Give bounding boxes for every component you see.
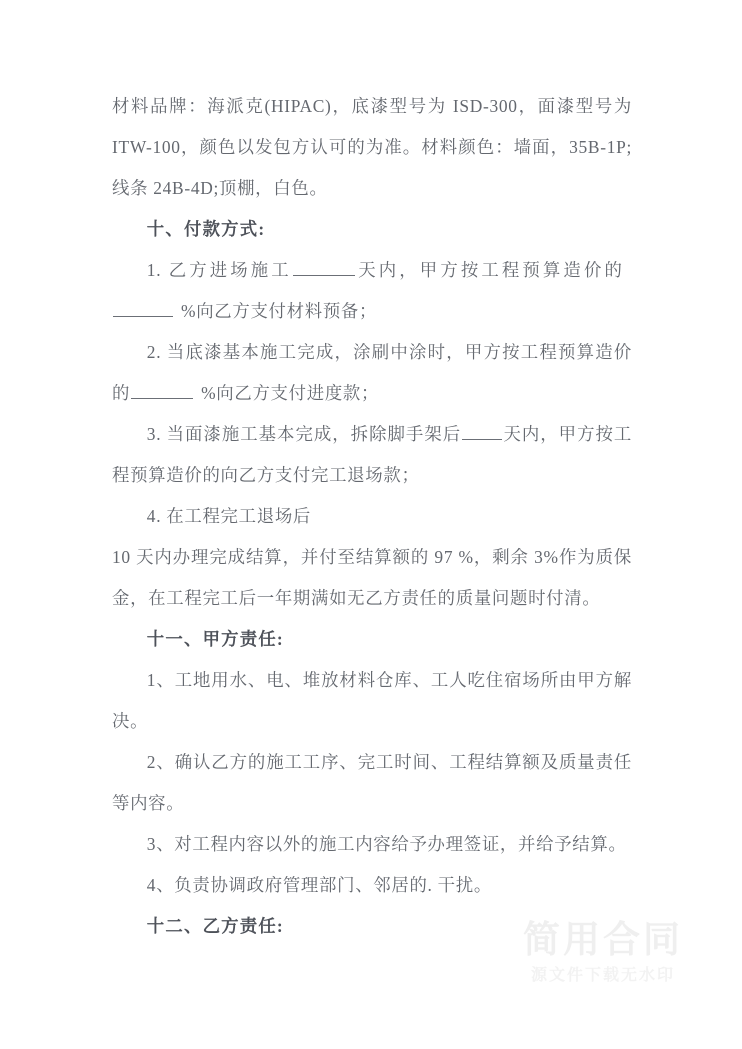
watermark-subtitle-text: 源文件下载无水印: [530, 965, 675, 984]
material-line-2: ITW-100，颜色以发包方认可的为准。材料颜色：墙面，35B-1P;线: [112, 137, 632, 198]
payment-item-4-detail: 10 天内办理完成结算，并付至结算额的 97 %，剩余 3%作为质保金，在工程完工后一年期满如无乙方责任的质量问题时付清。: [112, 547, 632, 608]
payment-1-seg3: %: [181, 301, 197, 321]
party-a-item-4: 4、负责协调政府管理部门、邻居的. 干扰。: [146, 875, 492, 895]
blank-field-percent-material[interactable]: [113, 298, 173, 317]
payment-item-4: 4. 在工程完工退场后: [146, 506, 312, 526]
blank-field-days-entry[interactable]: [293, 257, 355, 276]
document-body: [112, 86, 632, 947]
watermark-brand-text: 简用合同: [523, 918, 683, 961]
payment-item-2: [112, 332, 632, 414]
material-line-3: 条 24B-4D;顶棚，白色。: [130, 178, 328, 198]
payment-3-seg2: 天内，甲方按工程: [112, 424, 632, 485]
payment-2-seg1: 2. 当底漆基本施工完成，涂刷中涂时，甲方按工程预算造价的: [112, 342, 632, 403]
payment-3-seg3: 预算造价的向乙方支付完工退场款；: [130, 465, 420, 485]
party-a-item-2: 2、确认乙方的施工工序、完工时间、工程结算额及质量责任等内容。: [112, 752, 632, 813]
heading-party-a-duties: 十一、甲方责任:: [146, 629, 284, 649]
heading-payment-method: 十、付款方式:: [146, 219, 266, 239]
payment-1-seg1: 1. 乙方进场施工: [146, 260, 292, 280]
party-a-item-3: 3、对工程内容以外的施工内容给予办理签证，并给予结算。: [146, 834, 627, 854]
party-a-item-1: 1、工地用水、电、堆放材料仓库、工人吃住宿场所由甲方解决。: [112, 670, 632, 731]
blank-field-days-scaffold[interactable]: [462, 421, 502, 440]
payment-item-3: [112, 414, 632, 496]
payment-item-1: [112, 250, 632, 332]
blank-field-percent-progress[interactable]: [131, 380, 193, 399]
payment-2-seg2: %向乙方支付进度款；: [201, 383, 380, 403]
payment-1-seg2: 天内，甲方按工程预算造价的: [355, 260, 625, 280]
payment-1-seg4: 向乙方支付材料预备；: [196, 301, 378, 321]
heading-party-b-duties: 十二、乙方责任:: [146, 916, 284, 936]
payment-3-seg1: 3. 当面漆施工基本完成，拆除脚手架后: [146, 424, 462, 444]
material-line-1: 材料品牌：海派克(HIPAC)，底漆型号为 ISD-300，面漆型号为: [112, 96, 632, 116]
paragraph-material-brand: [112, 86, 632, 209]
